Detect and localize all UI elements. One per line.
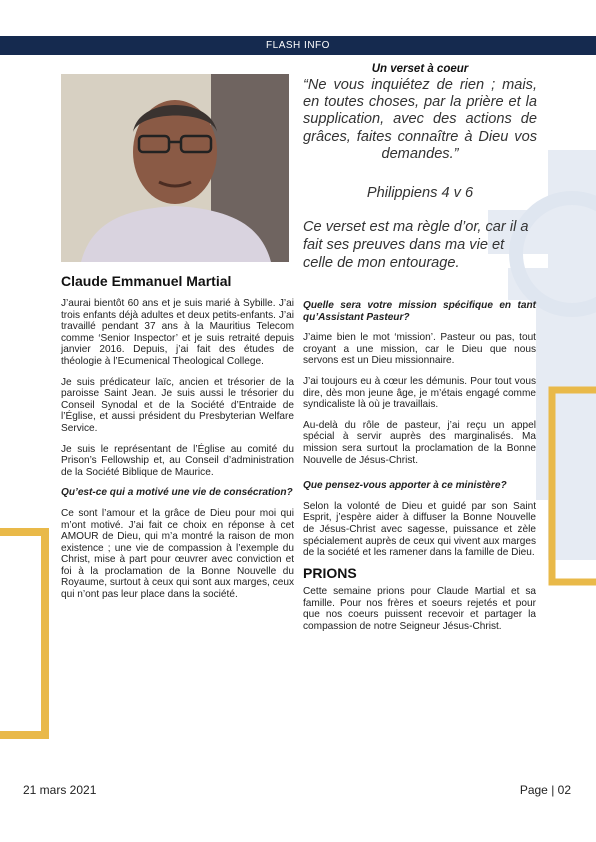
question-ministry: Que pensez-vous apporter à ce ministère? — [303, 480, 507, 492]
prayer-heading: PRIONS — [303, 564, 357, 581]
verse-reference: Philippiens 4 v 6 — [366, 185, 474, 201]
question-motivation: Qu’est-ce qui a motivé une vie de consécration? — [61, 487, 293, 499]
footer-date: 21 mars 2021 — [23, 783, 97, 797]
portrait-illustration-icon — [61, 74, 289, 262]
section-banner: FLASH INFO — [0, 36, 596, 55]
verse-title: Un verset à coeur — [371, 63, 469, 75]
left-column — [61, 298, 294, 610]
accent-bracket-right-icon — [548, 386, 596, 586]
paragraph-ministry-answer: Selon la volonté de Dieu et guidé par son Saint Esprit, j’espère aider à diffuser la Bonne Nouvelle de Jésus-Christ avec sagesse, puissance et zèle spécialement auprès de ceux qui vivent aux marges de la société et les ramener dans la famille de Dieu. — [303, 500, 536, 559]
paragraph-biography: J’aurai bientôt 60 ans et je suis marié à Sybille. J’ai trois enfants déjà adultes et deux petits-enfants. J’ai travaillé pendant 37 ans à la Mauritius Telecom comme ‘Senior Inspector’ et je suis retraité depuis janvier 2016. Depuis, j’ai fait des études de théologie à l’Ecumenical Theological College. — [61, 298, 294, 367]
paragraph-mission-3: Au-delà du rôle de pasteur, j’ai reçu un appel spécial à servir auprès des marginalisés. Ma mission sera surtout la proclamation de la Bonne Nouvelle de Jésus-Christ. — [303, 419, 536, 466]
right-column — [303, 300, 536, 642]
accent-bracket-left-icon — [0, 527, 50, 740]
footer-page-number: Page | 02 — [519, 783, 571, 797]
paragraph-roles: Je suis prédicateur laïc, ancien et trésorier de la paroisse Saint Jean. Je suis aussi le trésorier du Conseil Synodal et de la Société d’Entraide de l’Église, et aussi président du Presbyterian Welfare Service. — [61, 376, 294, 434]
portrait-photo — [61, 74, 289, 262]
paragraph-mission-2: J’ai toujours eu à cœur les démunis. Pour tout vous dire, dès mon jeune âge, je m’étais engagé comme syndicaliste là où je travaillais. — [303, 375, 536, 411]
paragraph-representative: Je suis le représentant de l’Église au comité du Prison’s Fellowship et, au Conseil d’administration de la Société Biblique de Maurice. — [61, 443, 294, 478]
verse-note: Ce verset est ma règle d’or, car il a fait ses preuves dans ma vie et celle de mon entourage. — [303, 219, 529, 271]
paragraph-motivation-answer: Ce sont l’amour et la grâce de Dieu pour moi qui m’ont motivé. J’ai fait ce choix en réponse à cet AMOUR de Dieu, qui m’a montré la raison de mon existence ; une vie de compassion à l’exemple du Christ, mise à part pour œuvrer avec conviction et foi à la proclamation de la Bonne Nouvelle du Royaume, surtout à ceux qui sont aux marges, ceux qui n’ont pas leur place dans la société. — [61, 507, 294, 601]
person-name: Claude Emmanuel Martial — [61, 273, 232, 289]
paragraph-mission-1: J’aime bien le mot ‘mission’. Pasteur ou pas, tout croyant a une mission, car le Dieu que nous servons est un Dieu missionnaire. — [303, 332, 536, 367]
question-mission: Quelle sera votre mission spécifique en tant qu’Assistant Pasteur? — [303, 300, 536, 323]
verse-quote: “Ne vous inquiétez de rien ; mais, en toutes choses, par la prière et la supplication, avec des actions de grâces, faites connaître à Dieu vos demandes.” — [303, 77, 537, 162]
paragraph-prayer: Cette semaine prions pour Claude Martial et sa famille. Pour nos frères et soeurs rejetés et pour que nos coeurs puissent recevoir et partager la compassion de notre Seigneur Jésus-Christ. — [303, 586, 536, 633]
